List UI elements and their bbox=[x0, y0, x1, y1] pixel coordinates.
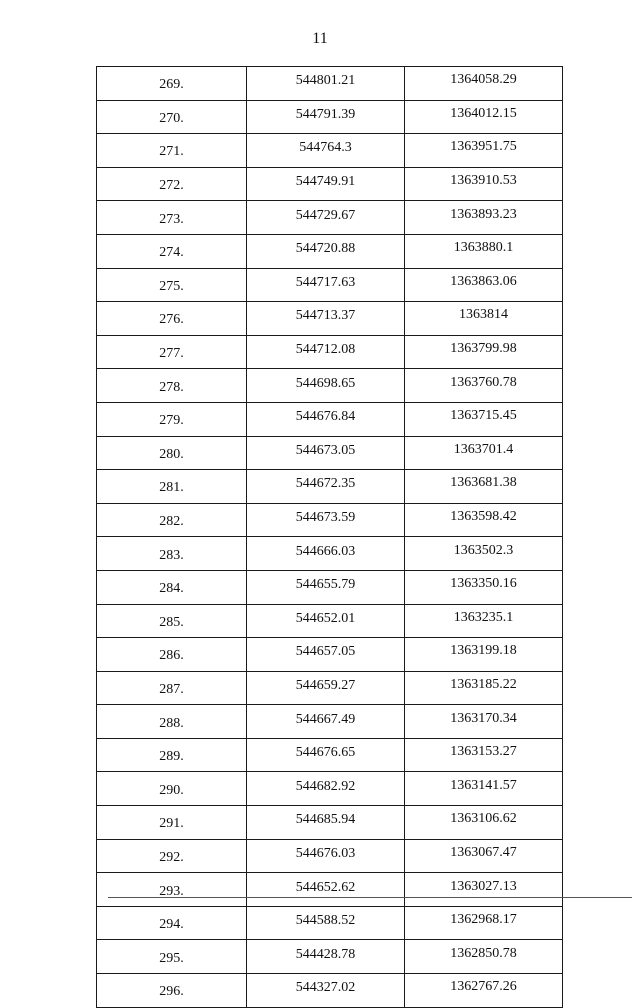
table-row bbox=[97, 671, 563, 705]
y-coordinate-cell: 1363681.38 bbox=[405, 470, 563, 504]
x-coordinate-cell: 544791.39 bbox=[247, 100, 405, 134]
point-number-cell: 288. bbox=[97, 705, 247, 739]
table-row bbox=[97, 873, 563, 907]
y-coordinate-cell: 1363715.45 bbox=[405, 402, 563, 436]
y-coordinate-cell: 1363893.23 bbox=[405, 201, 563, 235]
table-row bbox=[97, 940, 563, 974]
table-row bbox=[97, 369, 563, 403]
x-coordinate-cell: 544666.03 bbox=[247, 537, 405, 571]
point-number-cell: 293. bbox=[97, 873, 247, 907]
x-coordinate-cell: 544712.08 bbox=[247, 335, 405, 369]
y-coordinate-cell: 1363141.57 bbox=[405, 772, 563, 806]
x-coordinate-cell: 544801.21 bbox=[247, 67, 405, 101]
x-coordinate-cell: 544327.02 bbox=[247, 974, 405, 1008]
table-row bbox=[97, 134, 563, 168]
y-coordinate-cell: 1364058.29 bbox=[405, 67, 563, 101]
table-row bbox=[97, 503, 563, 537]
table-row bbox=[97, 167, 563, 201]
point-number-cell: 296. bbox=[97, 974, 247, 1008]
x-coordinate-cell: 544673.59 bbox=[247, 503, 405, 537]
x-coordinate-cell: 544676.03 bbox=[247, 839, 405, 873]
x-coordinate-cell: 544729.67 bbox=[247, 201, 405, 235]
table-row bbox=[97, 302, 563, 336]
table-row bbox=[97, 234, 563, 268]
y-coordinate-cell: 1363863.06 bbox=[405, 268, 563, 302]
x-coordinate-cell: 544667.49 bbox=[247, 705, 405, 739]
x-coordinate-cell: 544764.3 bbox=[247, 134, 405, 168]
table-row bbox=[97, 100, 563, 134]
table-row bbox=[97, 839, 563, 873]
y-coordinate-cell: 1363951.75 bbox=[405, 134, 563, 168]
x-coordinate-cell: 544428.78 bbox=[247, 940, 405, 974]
x-coordinate-cell: 544676.65 bbox=[247, 738, 405, 772]
y-coordinate-cell: 1363199.18 bbox=[405, 638, 563, 672]
point-number-cell: 287. bbox=[97, 671, 247, 705]
point-number-cell: 270. bbox=[97, 100, 247, 134]
y-coordinate-cell: 1363880.1 bbox=[405, 234, 563, 268]
point-number-cell: 279. bbox=[97, 402, 247, 436]
coordinates-table-body bbox=[97, 67, 563, 1008]
x-coordinate-cell: 544652.01 bbox=[247, 604, 405, 638]
x-coordinate-cell: 544655.79 bbox=[247, 570, 405, 604]
table-row bbox=[97, 705, 563, 739]
y-coordinate-cell: 1363170.34 bbox=[405, 705, 563, 739]
x-coordinate-cell: 544713.37 bbox=[247, 302, 405, 336]
y-coordinate-cell: 1363350.16 bbox=[405, 570, 563, 604]
table-row bbox=[97, 436, 563, 470]
table-row bbox=[97, 738, 563, 772]
coordinates-table bbox=[96, 66, 563, 1008]
y-coordinate-cell: 1363153.27 bbox=[405, 738, 563, 772]
page-number: 11 bbox=[312, 30, 328, 47]
point-number-cell: 277. bbox=[97, 335, 247, 369]
y-coordinate-cell: 1363910.53 bbox=[405, 167, 563, 201]
table-row bbox=[97, 67, 563, 101]
table-row bbox=[97, 974, 563, 1008]
point-number-cell: 294. bbox=[97, 906, 247, 940]
table-row bbox=[97, 772, 563, 806]
point-number-cell: 274. bbox=[97, 234, 247, 268]
point-number-cell: 273. bbox=[97, 201, 247, 235]
table-row bbox=[97, 402, 563, 436]
point-number-cell: 278. bbox=[97, 369, 247, 403]
x-coordinate-cell: 544749.91 bbox=[247, 167, 405, 201]
table-row bbox=[97, 906, 563, 940]
y-coordinate-cell: 1363701.4 bbox=[405, 436, 563, 470]
point-number-cell: 276. bbox=[97, 302, 247, 336]
table-row bbox=[97, 268, 563, 302]
point-number-cell: 295. bbox=[97, 940, 247, 974]
point-number-cell: 283. bbox=[97, 537, 247, 571]
y-coordinate-cell: 1364012.15 bbox=[405, 100, 563, 134]
point-number-cell: 272. bbox=[97, 167, 247, 201]
table-row bbox=[97, 806, 563, 840]
point-number-cell: 281. bbox=[97, 470, 247, 504]
x-coordinate-cell: 544588.52 bbox=[247, 906, 405, 940]
y-coordinate-cell: 1363106.62 bbox=[405, 806, 563, 840]
y-coordinate-cell: 1363814 bbox=[405, 302, 563, 336]
point-number-cell: 286. bbox=[97, 638, 247, 672]
x-coordinate-cell: 544720.88 bbox=[247, 234, 405, 268]
x-coordinate-cell: 544676.84 bbox=[247, 402, 405, 436]
y-coordinate-cell: 1362968.17 bbox=[405, 906, 563, 940]
point-number-cell: 290. bbox=[97, 772, 247, 806]
point-number-cell: 282. bbox=[97, 503, 247, 537]
point-number-cell: 269. bbox=[97, 67, 247, 101]
y-coordinate-cell: 1363185.22 bbox=[405, 671, 563, 705]
point-number-cell: 284. bbox=[97, 570, 247, 604]
x-coordinate-cell: 544698.65 bbox=[247, 369, 405, 403]
x-coordinate-cell: 544673.05 bbox=[247, 436, 405, 470]
table-row bbox=[97, 537, 563, 571]
point-number-cell: 280. bbox=[97, 436, 247, 470]
x-coordinate-cell: 544717.63 bbox=[247, 268, 405, 302]
x-coordinate-cell: 544659.27 bbox=[247, 671, 405, 705]
x-coordinate-cell: 544685.94 bbox=[247, 806, 405, 840]
table-row bbox=[97, 201, 563, 235]
table-row bbox=[97, 638, 563, 672]
point-number-cell: 292. bbox=[97, 839, 247, 873]
bottom-rule bbox=[108, 897, 632, 898]
y-coordinate-cell: 1362850.78 bbox=[405, 940, 563, 974]
x-coordinate-cell: 544682.92 bbox=[247, 772, 405, 806]
point-number-cell: 289. bbox=[97, 738, 247, 772]
y-coordinate-cell: 1363598.42 bbox=[405, 503, 563, 537]
table-row bbox=[97, 470, 563, 504]
x-coordinate-cell: 544657.05 bbox=[247, 638, 405, 672]
y-coordinate-cell: 1363799.98 bbox=[405, 335, 563, 369]
point-number-cell: 291. bbox=[97, 806, 247, 840]
x-coordinate-cell: 544672.35 bbox=[247, 470, 405, 504]
y-coordinate-cell: 1362767.26 bbox=[405, 974, 563, 1008]
y-coordinate-cell: 1363760.78 bbox=[405, 369, 563, 403]
table-row bbox=[97, 570, 563, 604]
point-number-cell: 271. bbox=[97, 134, 247, 168]
point-number-cell: 275. bbox=[97, 268, 247, 302]
table-row bbox=[97, 335, 563, 369]
y-coordinate-cell: 1363502.3 bbox=[405, 537, 563, 571]
table-row bbox=[97, 604, 563, 638]
point-number-cell: 285. bbox=[97, 604, 247, 638]
y-coordinate-cell: 1363235.1 bbox=[405, 604, 563, 638]
x-coordinate-cell: 544652.62 bbox=[247, 873, 405, 907]
y-coordinate-cell: 1363067.47 bbox=[405, 839, 563, 873]
y-coordinate-cell: 1363027.13 bbox=[405, 873, 563, 907]
